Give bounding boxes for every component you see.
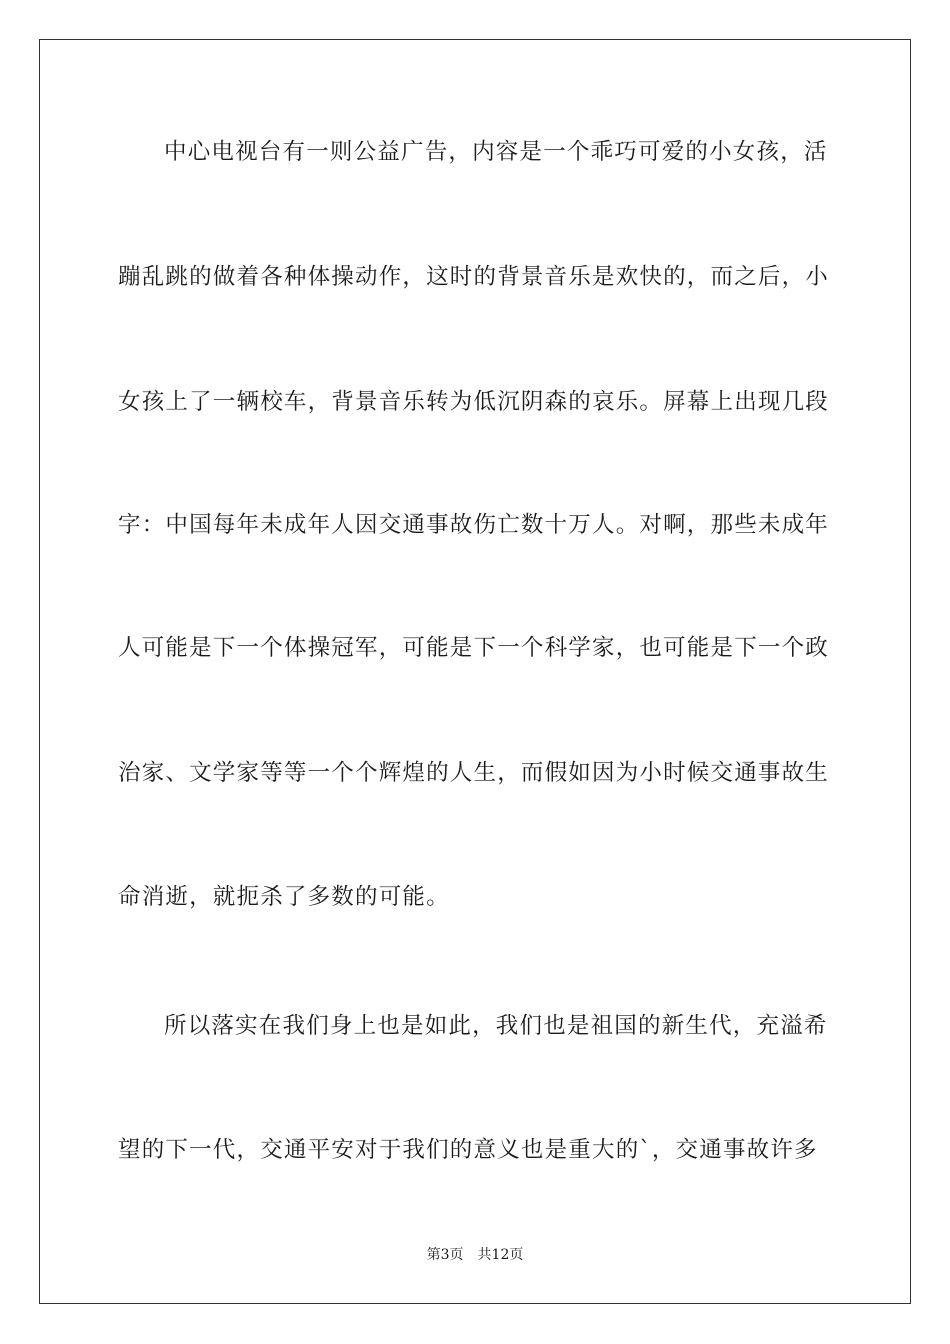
text-line: 女孩上了一辆校车，背景音乐转为低沉阴森的哀乐。屏幕上出现几段 xyxy=(118,389,830,415)
text-line: 中心电视台有一则公益广告，内容是一个乖巧可爱的小女孩，活 xyxy=(164,139,828,165)
page-border xyxy=(39,39,911,1304)
page-total: 共12页 xyxy=(477,1247,524,1263)
page-number: 第3页 xyxy=(426,1247,464,1263)
text-line: 命消逝，就扼杀了多数的可能。 xyxy=(118,884,450,910)
text-line: 所以落实在我们身上也是如此，我们也是祖国的新生代，充溢希 xyxy=(164,1013,828,1039)
text-line: 人可能是下一个体操冠军，可能是下一个科学家，也可能是下一个政 xyxy=(118,635,830,661)
text-line: 蹦乱跳的做着各种体操动作，这时的背景音乐是欢快的，而之后，小 xyxy=(118,264,830,290)
text-line: 望的下一代，交通平安对于我们的意义也是重大的`，交通事故许多 xyxy=(118,1137,818,1163)
text-line: 治家、文学家等等一个个辉煌的人生，而假如因为小时候交通事故生 xyxy=(118,760,830,786)
page-footer xyxy=(0,1246,950,1264)
text-line: 字：中国每年未成年人因交通事故伤亡数十万人。对啊，那些未成年 xyxy=(118,512,830,538)
